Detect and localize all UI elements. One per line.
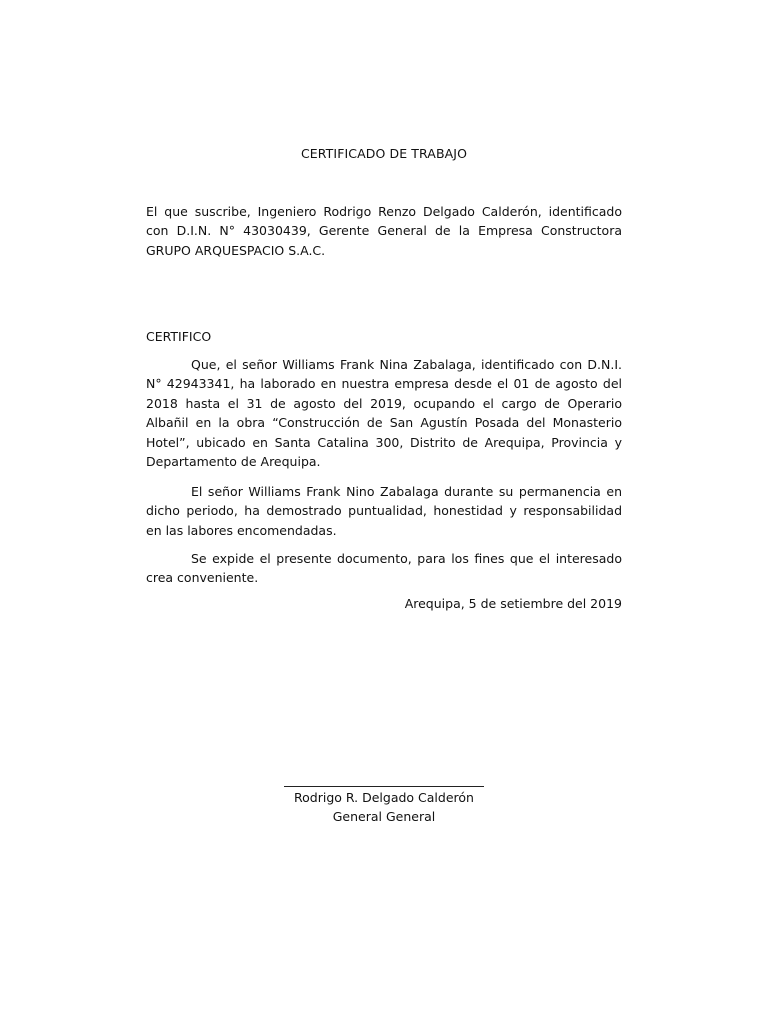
document-title: CERTIFICADO DE TRABAJO bbox=[300, 146, 468, 161]
signature-line bbox=[284, 786, 484, 787]
signatory-role: General General bbox=[332, 809, 436, 824]
employment-paragraph: Que, el señor Williams Frank Nina Zabalaga, identificado con D.N.I. N° 42943341, ha laborado en nuestra empresa desde el 01 de agosto del 2018 hasta el 31 de agosto del 2019, ocupando el cargo de Operario Albañil en la obra “Construcción de San Agustín Posada del Monasterio Hotel”, ubicado en Santa Catalina 300, Distrito de Arequipa, Provincia y Departamento de Arequipa. bbox=[146, 357, 622, 470]
certifico-heading: CERTIFICO bbox=[146, 329, 212, 344]
conduct-paragraph: El señor Williams Frank Nino Zabalaga durante su permanencia en dicho periodo, ha demostrado puntualidad, honestidad y responsabilidad en las labores encomendadas. bbox=[146, 484, 622, 538]
intro-paragraph: El que suscribe, Ingeniero Rodrigo Renzo Delgado Calderón, identificado con D.I.N. N° 43030439, Gerente General de la Empresa Constructora GRUPO ARQUESPACIO S.A.C. bbox=[146, 204, 622, 258]
issuance-paragraph: Se expide el presente documento, para los fines que el interesado crea conveniente. bbox=[146, 551, 622, 586]
signatory-name: Rodrigo R. Delgado Calderón bbox=[294, 790, 474, 805]
date-line: Arequipa, 5 de setiembre del 2019 bbox=[404, 596, 622, 611]
